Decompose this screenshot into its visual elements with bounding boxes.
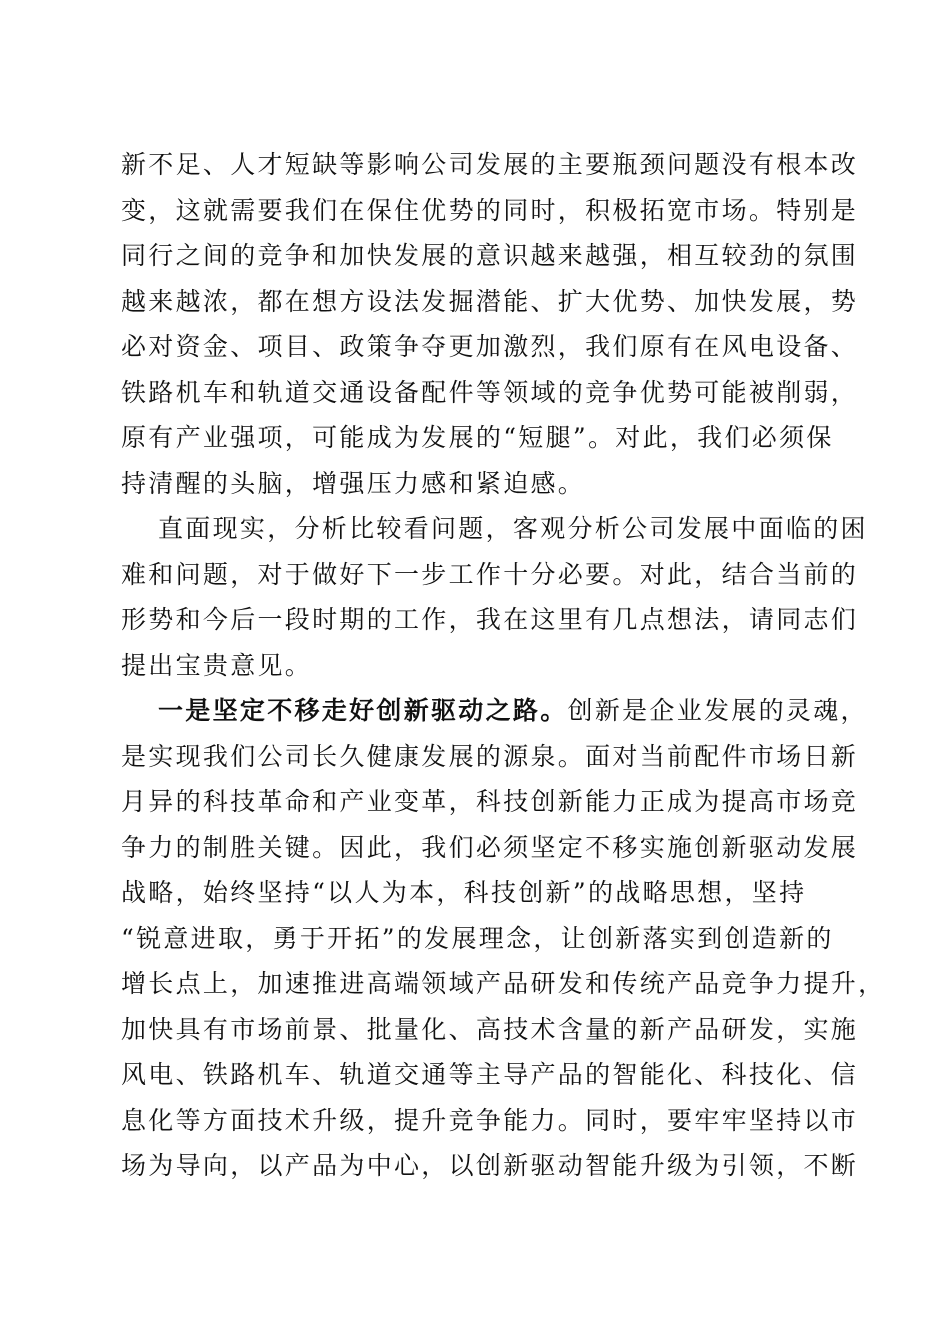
paragraph-3 — [121, 688, 886, 1189]
text-line: 同行之间的竞争和加快发展的意识越来越强，相互较劲的氛围 — [121, 241, 859, 270]
text-line: 越来越浓，都在想方设法发掘潜能、扩大优势、加快发展，势 — [121, 286, 859, 316]
text-line: 战略，始终坚持“以人为本，科技创新”的战略思想，坚持 — [121, 878, 807, 907]
text-line: 增长点上，加速推进高端领域产品研发和传统产品竞争力提升， — [121, 969, 886, 998]
text-line — [121, 688, 868, 734]
text-line: 加快具有市场前景、批量化、高技术含量的新产品研发，实施 — [121, 1014, 859, 1044]
text-line: 场为导向，以产品为中心，以创新驱动智能升级为引领，不断 — [121, 1151, 859, 1180]
text-line: 变，这就需要我们在保住优势的同时，积极拓宽市场。特别是 — [121, 195, 859, 225]
text-line: 月异的科技革命和产业变革，科技创新能力正成为提高市场竞 — [121, 787, 859, 816]
text-line: 是实现我们公司长久健康发展的源泉。面对当前配件市场日新 — [121, 741, 859, 771]
text-line: “锐意进取，勇于开拓”的发展理念，让创新落实到创造新的 — [121, 923, 834, 953]
text-line: 争力的制胜关键。因此，我们必须坚定不移实施创新驱动发展 — [121, 832, 859, 862]
text-line: 形势和今后一段时期的工作，我在这里有几点想法，请同志们 — [121, 605, 859, 634]
text-line: 风电、铁路机车、轨道交通等主导产品的智能化、科技化、信 — [121, 1060, 859, 1089]
text-line: 提出宝贵意见。 — [121, 650, 313, 680]
text-line-rest: 创新是企业发展的灵魂， — [567, 696, 868, 725]
text-line: 新不足、人才短缺等影响公司发展的主要瓶颈问题没有根本改 — [121, 150, 859, 179]
text-line: 铁路机车和轨道交通设备配件等领域的竞争优势可能被削弱， — [121, 377, 859, 407]
text-line: 直面现实，分析比较看问题，客观分析公司发展中面临的困 — [158, 514, 868, 543]
text-line: 持清醒的头脑，增强压力感和紧迫感。 — [121, 468, 586, 498]
document-body — [121, 142, 886, 1189]
text-line: 难和问题，对于做好下一步工作十分必要。对此，结合当前的 — [121, 559, 859, 589]
text-line: 原有产业强项，可能成为发展的“短腿”。对此，我们必须保 — [121, 423, 834, 452]
paragraph-2 — [121, 506, 868, 688]
section-heading: 一是坚定不移走好创新驱动之路。 — [158, 696, 568, 725]
paragraph-1 — [121, 142, 859, 506]
text-line: 必对资金、项目、政策争夺更加激烈，我们原有在风电设备、 — [121, 332, 859, 361]
text-line: 息化等方面技术升级，提升竞争能力。同时，要牢牢坚持以市 — [121, 1105, 859, 1135]
